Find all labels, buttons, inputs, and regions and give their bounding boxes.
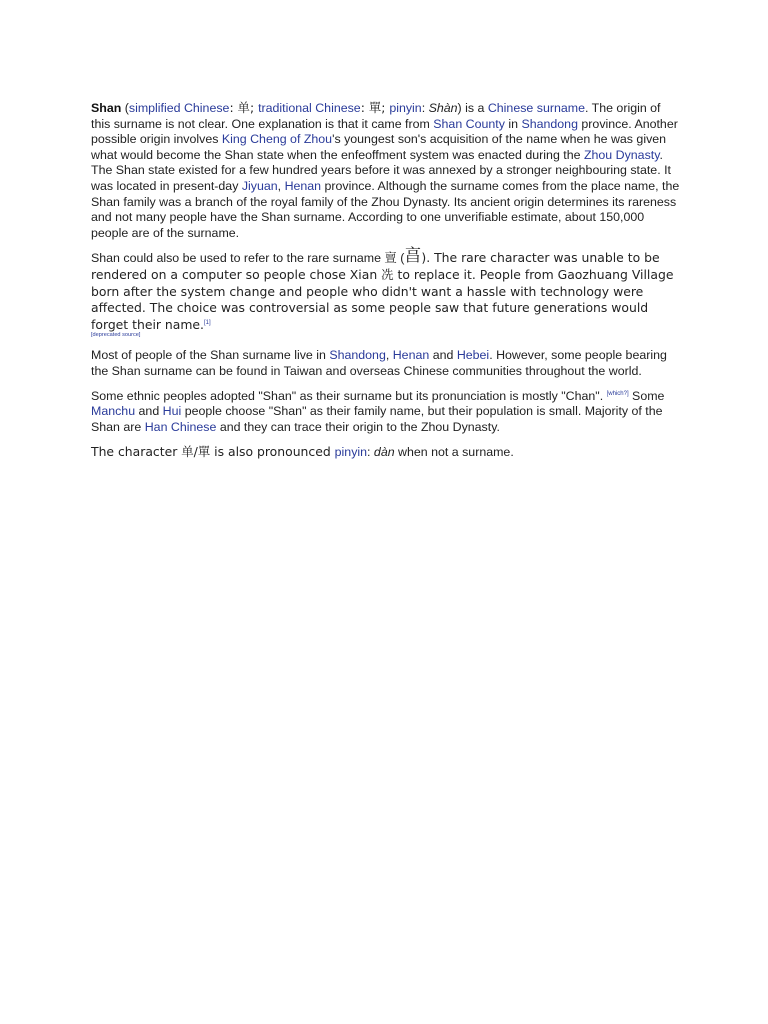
text-fragment: Some (628, 388, 665, 403)
paragraph-pronunciation (91, 444, 681, 461)
text-fragment: 's youngest son's acquisition of the name when he was given what would become the Shan state when the enfeoffment system was enacted during the (91, 132, 667, 162)
text-fragment: ( (121, 101, 129, 115)
article-term: Shan (91, 101, 122, 115)
link-manchu[interactable]: Manchu (91, 404, 136, 419)
paragraph-ethnic (91, 389, 681, 436)
text-fragment: : (421, 101, 429, 115)
which-tag[interactable]: [which?] (606, 390, 629, 397)
link-simplified-chinese[interactable]: simplified Chinese (128, 101, 230, 115)
text-fragment: The character 单/單 is also pronounced (91, 444, 335, 460)
text-fragment: . The origin of this surname is not clear. One explanation is that it came from (91, 101, 661, 131)
article-body (91, 100, 681, 470)
text-fragment: people choose "Shan" as their family name, but their population is small. Majority of the Shan are (91, 404, 663, 434)
link-shandong[interactable]: Shandong (521, 116, 578, 131)
text-fragment: . The Shan state existed for a few hundred years before it was annexed by a stronger neighbouring state. It was located in present-day (91, 147, 671, 193)
link-henan-2[interactable]: Henan (392, 348, 430, 363)
text-fragment: ) is a (457, 101, 488, 115)
text-fragment: and (135, 404, 163, 419)
text-fragment: : 單; (360, 100, 390, 115)
text-fragment: ). The rare character was unable to be rendered on a computer so people chose Xian 冼 to replace it. People from Gaozhuang Village born after the system change and people who didn't want a hassle with technology were affected. The choice was controversial as some people saw that future generations would forget their name. (91, 250, 674, 332)
text-fragment: and (429, 348, 457, 363)
deprecated-source-note[interactable]: [deprecated source] (91, 332, 141, 339)
reference-link[interactable]: [1] (204, 319, 211, 326)
text-fragment: province. Another possible origin involves (91, 116, 678, 147)
paragraph-origin (91, 100, 681, 241)
text-fragment: province. Although the surname comes from the place name, the Shan family was a branch of the royal family of the Zhou Dynasty. Its ancient origin determines its rareness and not many people have the Shan surname. According to one unverifiable estimate, about 150,000 people are of the surname. (91, 178, 680, 240)
text-fragment: Some ethnic peoples adopted "Shan" as their surname but its pronunciation is mostly "Chan". (91, 388, 604, 403)
link-pinyin[interactable]: pinyin (389, 101, 422, 115)
text-fragment: : 单; (229, 100, 259, 115)
text-fragment: and they can trace their origin to the Zhou Dynasty. (216, 419, 500, 434)
link-hui[interactable]: Hui (162, 404, 182, 419)
pinyin-value-dan: dàn (373, 445, 395, 460)
link-shandong-2[interactable]: Shandong (329, 348, 386, 363)
text-fragment: Most of people of the Shan surname live in (91, 348, 330, 363)
link-shan-county[interactable]: Shan County (433, 116, 505, 131)
text-fragment: ( (396, 251, 405, 266)
text-fragment: : (367, 445, 374, 460)
link-pinyin-2[interactable]: pinyin (334, 445, 368, 460)
paragraph-distribution (91, 348, 681, 379)
paragraph-rare-surname (91, 246, 681, 339)
pinyin-value: Shàn (428, 101, 458, 115)
link-hebei[interactable]: Hebei (456, 348, 490, 363)
link-chinese-surname[interactable]: Chinese surname (487, 101, 585, 115)
rare-character-image: 亯 (404, 246, 422, 267)
link-han-chinese[interactable]: Han Chinese (144, 419, 217, 434)
link-traditional-chinese[interactable]: traditional Chinese (258, 101, 361, 115)
link-king-cheng-of-zhou[interactable]: King Cheng of Zhou (221, 132, 333, 147)
text-fragment: when not a surname. (394, 445, 514, 460)
link-zhou-dynasty[interactable]: Zhou Dynasty (583, 147, 660, 162)
link-jiyuan[interactable]: Jiyuan (241, 178, 278, 193)
rare-character: 亶 (384, 250, 397, 266)
text-fragment: , (385, 348, 393, 363)
text-fragment: in (504, 116, 522, 131)
text-fragment: , (277, 178, 285, 193)
link-henan[interactable]: Henan (284, 178, 322, 193)
text-fragment: Shan could also be used to refer to the rare surname (91, 251, 385, 266)
text-fragment: . However, some people bearing the Shan surname can be found in Taiwan and overseas Chinese communities throughout the world. (91, 348, 667, 378)
